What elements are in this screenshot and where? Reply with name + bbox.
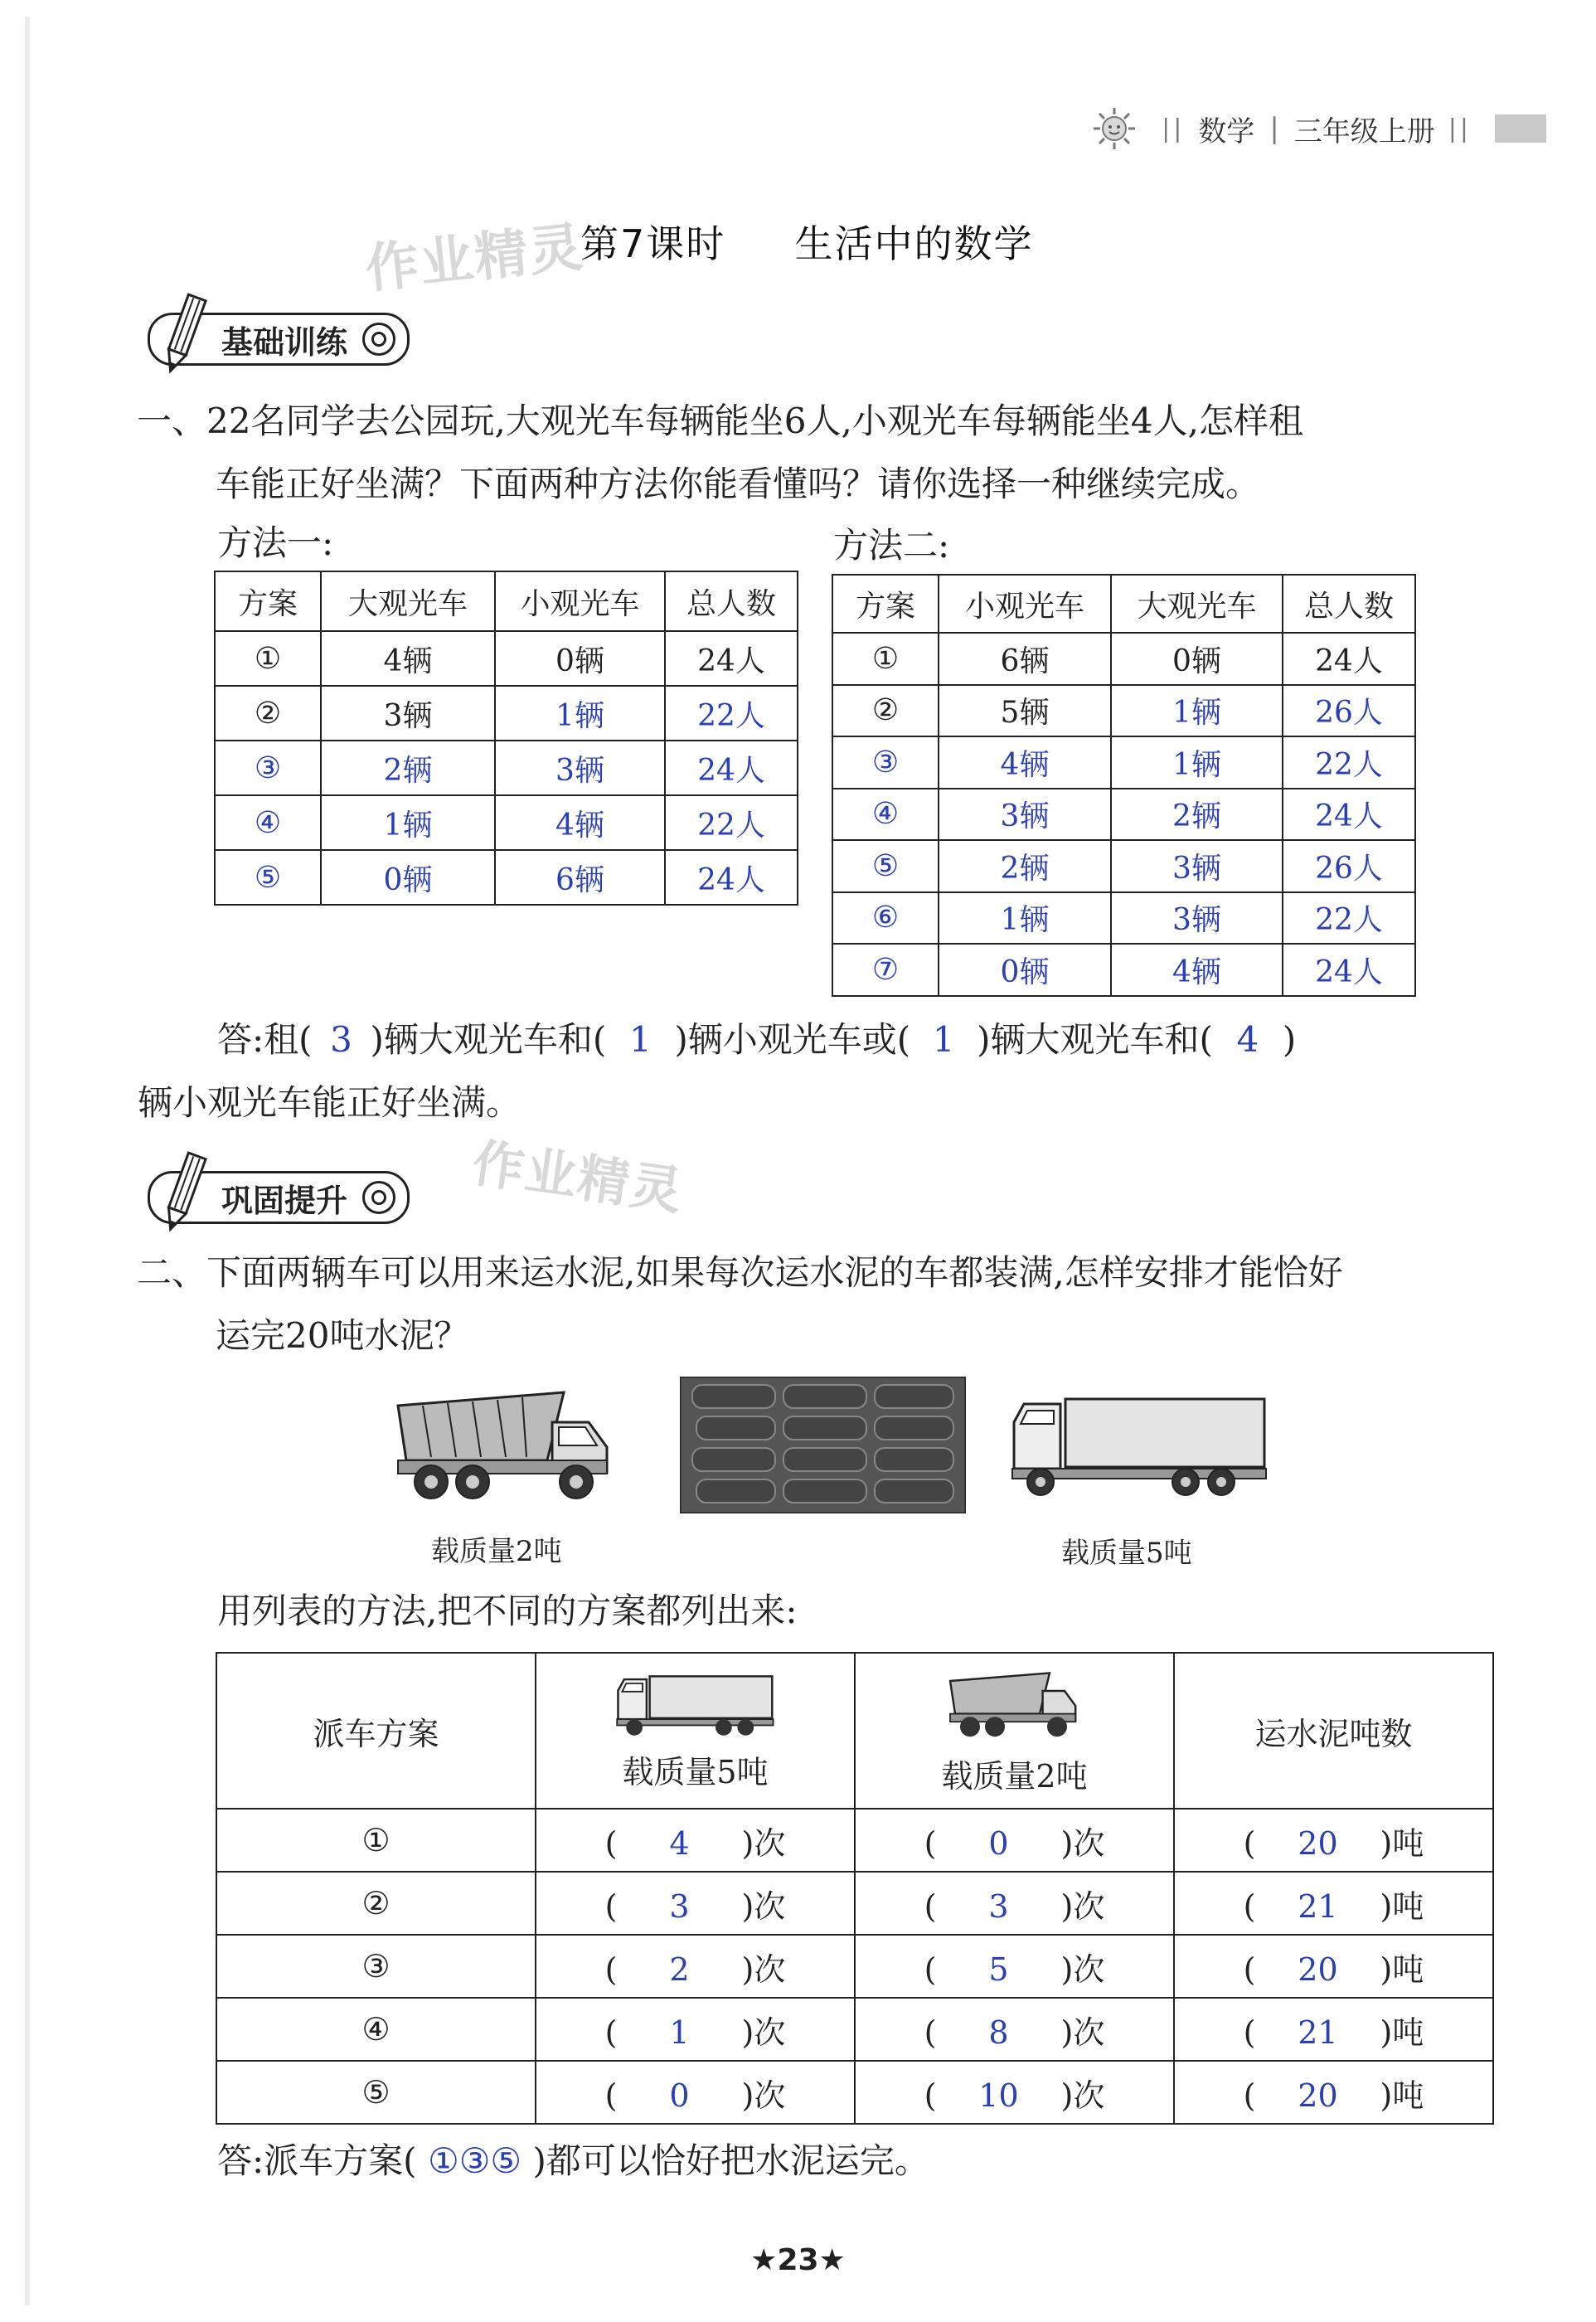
method-2-label: 方法二: bbox=[833, 525, 950, 566]
answer-text: 答:派车方案( bbox=[217, 2140, 417, 2181]
unit: 次 bbox=[1073, 2014, 1105, 2051]
answer-2 bbox=[217, 2130, 929, 2193]
ring-icon bbox=[362, 323, 395, 356]
unit: 次 bbox=[754, 2077, 786, 2114]
dispatch-table bbox=[216, 1652, 1494, 2125]
table-cell: 22人 bbox=[1283, 892, 1415, 945]
caption-dump-truck: 载质量2吨 bbox=[431, 1535, 562, 1568]
paren: ) bbox=[741, 1887, 754, 1925]
table-header bbox=[536, 1653, 855, 1809]
question-text: 下面两辆车可以用来运水泥,如果每次运水泥的车都装满,怎样安排才能恰好 bbox=[206, 1252, 1343, 1293]
answer-blank: 20 bbox=[1298, 1950, 1338, 1988]
table-row bbox=[832, 736, 1415, 789]
table-header: 小观光车 bbox=[495, 571, 665, 631]
paren: ( bbox=[924, 2014, 937, 2051]
table-row bbox=[832, 840, 1415, 892]
table-cell: ① bbox=[215, 631, 321, 686]
header-plan: 派车方案 bbox=[313, 1715, 439, 1752]
header-truck-2t: 载质量2吨 bbox=[941, 1757, 1088, 1795]
lesson-title bbox=[580, 214, 1034, 269]
table-cell bbox=[216, 1809, 536, 1872]
plan-number: ⑤ bbox=[361, 2074, 391, 2111]
table-row bbox=[215, 850, 798, 905]
table-cell: 24人 bbox=[665, 850, 798, 905]
table-cell: 3辆 bbox=[495, 741, 665, 795]
table-cell bbox=[1174, 1998, 1493, 2061]
table-cell: ⑤ bbox=[832, 840, 939, 892]
table-header: 大观光车 bbox=[321, 571, 495, 631]
unit: 次 bbox=[1073, 1950, 1105, 1988]
method-1-label: 方法一: bbox=[217, 522, 334, 563]
table-cell: ③ bbox=[215, 741, 321, 795]
section-label: 基础训练 bbox=[221, 323, 348, 361]
table-cell: ③ bbox=[832, 736, 939, 789]
table-cell bbox=[216, 2061, 536, 2124]
table-row bbox=[215, 631, 798, 686]
question-text: 22名同学去公园玩,大观光车每辆能坐6人,小观光车每辆能坐4人,怎样租 bbox=[206, 401, 1303, 441]
unit: 次 bbox=[1073, 1887, 1105, 1925]
table-cell: ② bbox=[832, 685, 939, 737]
answer-blank: 4 bbox=[669, 1824, 690, 1862]
paren: ( bbox=[1243, 2077, 1256, 2114]
table-header: 大观光车 bbox=[1111, 575, 1283, 633]
answer-1 bbox=[138, 1008, 1297, 1134]
table-cell bbox=[855, 1935, 1174, 1998]
table-cell bbox=[536, 1872, 855, 1935]
paren: ) bbox=[741, 1950, 754, 1988]
table-cell bbox=[536, 1998, 855, 2061]
table-cell bbox=[536, 2061, 855, 2124]
table-row bbox=[832, 685, 1415, 737]
table-row bbox=[215, 741, 798, 795]
paren: ) bbox=[741, 1824, 754, 1862]
paren: ( bbox=[1243, 1950, 1256, 1988]
paren: ( bbox=[1243, 1887, 1256, 1925]
page-header bbox=[1092, 104, 1546, 153]
table-cell: 4辆 bbox=[495, 795, 665, 850]
answer-text: )都可以恰好把水泥运完。 bbox=[532, 2140, 929, 2181]
unit: 吨 bbox=[1392, 1887, 1424, 1925]
table-cell: 2辆 bbox=[321, 741, 495, 795]
unit: 次 bbox=[754, 1950, 786, 1988]
plan-number: ④ bbox=[361, 2011, 391, 2048]
sun-icon bbox=[1092, 106, 1137, 151]
table-cell: 24人 bbox=[665, 631, 798, 686]
method-2-table bbox=[832, 574, 1416, 997]
table-row bbox=[215, 795, 798, 850]
unit: 吨 bbox=[1392, 2077, 1424, 2114]
table-cell: 3辆 bbox=[939, 789, 1111, 841]
unit: 次 bbox=[1073, 1824, 1105, 1862]
header-grey-block bbox=[1495, 114, 1546, 143]
table-cell: 2辆 bbox=[1111, 789, 1283, 841]
table-cell: 6辆 bbox=[495, 850, 665, 905]
paren: ( bbox=[924, 1887, 937, 1925]
answer-text: )辆小观光车或( bbox=[674, 1019, 911, 1060]
dump-truck-icon bbox=[390, 1381, 622, 1505]
table-header: 总人数 bbox=[665, 571, 798, 631]
paren: ) bbox=[1060, 1824, 1074, 1862]
paren: ) bbox=[1380, 2014, 1393, 2051]
table-row bbox=[216, 2061, 1493, 2124]
table-cell: 26人 bbox=[1283, 685, 1415, 737]
answer-blank: 21 bbox=[1298, 2014, 1338, 2051]
paren: ( bbox=[924, 1824, 937, 1862]
table-cell bbox=[536, 1809, 855, 1872]
header-bars-right: || bbox=[1448, 114, 1472, 143]
unit: 次 bbox=[1073, 2077, 1105, 2114]
unit: 吨 bbox=[1392, 2014, 1424, 2051]
unit: 吨 bbox=[1392, 1824, 1424, 1862]
table-cell bbox=[216, 1872, 536, 1935]
box-truck-icon bbox=[600, 1670, 791, 1737]
paren: ( bbox=[924, 2077, 937, 2114]
table-row bbox=[216, 1809, 1493, 1872]
table-row bbox=[832, 789, 1415, 841]
paren: ( bbox=[1243, 1824, 1256, 1862]
answer-blank: 3 bbox=[669, 1887, 690, 1925]
table-cell bbox=[855, 1809, 1174, 1872]
table-cell bbox=[855, 1872, 1174, 1935]
table-cell: 24人 bbox=[1283, 633, 1415, 685]
table-cell bbox=[855, 1998, 1174, 2061]
table-cell: 22人 bbox=[665, 795, 798, 850]
table-cell bbox=[855, 2061, 1174, 2124]
table-cell bbox=[536, 1935, 855, 1998]
paren: ) bbox=[741, 2077, 754, 2114]
paren: ( bbox=[604, 1824, 618, 1862]
table-cell bbox=[1174, 1809, 1493, 1872]
box-truck-icon bbox=[1007, 1389, 1273, 1497]
lesson-name: 生活中的数学 bbox=[794, 221, 1034, 266]
table-cell: ⑦ bbox=[832, 944, 939, 996]
table-cell: 24人 bbox=[665, 741, 798, 795]
paren: ( bbox=[604, 1887, 618, 1925]
table-cell: 1辆 bbox=[321, 795, 495, 850]
table-header: 总人数 bbox=[1283, 575, 1415, 633]
answer-blank: 3 bbox=[330, 1019, 352, 1060]
table-row bbox=[216, 1872, 1493, 1935]
table-cell: 24人 bbox=[1283, 944, 1415, 996]
unit: 次 bbox=[754, 1887, 786, 1925]
table-row bbox=[215, 686, 798, 741]
table-cell: ① bbox=[832, 633, 939, 685]
table-cell: ⑥ bbox=[832, 892, 939, 945]
plan-number: ① bbox=[361, 1822, 391, 1858]
table-cell: ⑤ bbox=[215, 850, 321, 905]
question-text: 车能正好坐满？下面两种方法你能看懂吗？请你选择一种继续完成。 bbox=[216, 464, 1261, 504]
page-number-value: 23 bbox=[777, 2243, 819, 2277]
question-text: 运完20吨水泥？ bbox=[216, 1315, 469, 1356]
unit: 吨 bbox=[1392, 1950, 1424, 1988]
answer-blank: 1 bbox=[628, 1019, 652, 1060]
paren: ) bbox=[1060, 2077, 1074, 2114]
paren: ) bbox=[1380, 1824, 1393, 1862]
header-grade: 三年级上册 bbox=[1293, 114, 1435, 148]
table-cell: 3辆 bbox=[1111, 892, 1283, 945]
method-1-table bbox=[214, 571, 798, 906]
answer-blank: 1 bbox=[932, 1019, 955, 1060]
watermark: 作业精灵 bbox=[362, 216, 587, 301]
table-cell: 1辆 bbox=[1111, 736, 1283, 789]
paren: ) bbox=[741, 2014, 754, 2051]
paren: ( bbox=[924, 1950, 937, 1988]
answer-blank: 20 bbox=[1298, 2077, 1338, 2114]
paren: ) bbox=[1060, 1950, 1074, 1988]
cement-bags-image bbox=[680, 1377, 966, 1513]
answer-blank: 2 bbox=[669, 1950, 690, 1988]
table-cell: 1辆 bbox=[1111, 685, 1283, 737]
table-header: 小观光车 bbox=[939, 575, 1111, 633]
table-cell: 4辆 bbox=[939, 736, 1111, 789]
star-icon: ★ bbox=[750, 2243, 778, 2277]
question-number: 一、 bbox=[137, 401, 207, 441]
header-separator: | bbox=[1269, 112, 1279, 145]
paren: ( bbox=[604, 1950, 618, 1988]
plan-number: ③ bbox=[361, 1948, 391, 1984]
question-1 bbox=[137, 390, 1303, 516]
table-header bbox=[216, 1653, 536, 1809]
table-row bbox=[216, 1998, 1493, 2061]
paren: ( bbox=[604, 2077, 618, 2114]
table-cell: 26人 bbox=[1283, 840, 1415, 892]
plan-number: ② bbox=[361, 1885, 391, 1921]
page-spine bbox=[25, 17, 30, 2305]
header-bars: || bbox=[1162, 114, 1186, 143]
section-label: 巩固提升 bbox=[221, 1182, 348, 1219]
header-truck-5t: 载质量5吨 bbox=[622, 1753, 769, 1790]
table-header: 方案 bbox=[215, 571, 321, 631]
watermark: 作业精灵 bbox=[468, 1132, 688, 1222]
unit: 次 bbox=[754, 2014, 786, 2051]
lesson-number: 第7课时 bbox=[580, 221, 726, 266]
table-cell: ④ bbox=[215, 795, 321, 850]
table-header: 方案 bbox=[832, 575, 939, 633]
table-row bbox=[832, 633, 1415, 685]
star-icon: ★ bbox=[818, 2243, 846, 2277]
answer-blank: 20 bbox=[1298, 1824, 1338, 1862]
page-number bbox=[0, 2243, 1596, 2277]
answer-text: 答:租( bbox=[217, 1019, 313, 1060]
table-cell bbox=[1174, 2061, 1493, 2124]
table-cell: 6辆 bbox=[939, 633, 1111, 685]
table-cell: 1辆 bbox=[495, 686, 665, 741]
answer-text: )辆大观光车和( bbox=[370, 1019, 607, 1060]
header-subject: 数学 bbox=[1198, 114, 1255, 148]
dump-truck-icon bbox=[940, 1666, 1089, 1741]
table-cell: 22人 bbox=[665, 686, 798, 741]
table-cell: 4辆 bbox=[321, 631, 495, 686]
table-cell bbox=[216, 1935, 536, 1998]
instruction: 用列表的方法,把不同的方案都列出来: bbox=[217, 1591, 798, 1631]
table-cell bbox=[1174, 1872, 1493, 1935]
table-cell: 2辆 bbox=[939, 840, 1111, 892]
answer-blank: ①③⑤ bbox=[428, 2140, 522, 2181]
answer-blank: 4 bbox=[1236, 1019, 1259, 1060]
section-badge-basic bbox=[148, 307, 410, 372]
table-cell: 1辆 bbox=[939, 892, 1111, 945]
paren: ) bbox=[1060, 2014, 1074, 2051]
paren: ( bbox=[1243, 2014, 1256, 2051]
answer-blank: 0 bbox=[669, 2077, 690, 2114]
paren: ) bbox=[1060, 1887, 1074, 1925]
section-badge-advanced bbox=[148, 1165, 410, 1230]
paren: ) bbox=[1380, 1887, 1393, 1925]
answer-blank: 8 bbox=[988, 2014, 1009, 2051]
table-row bbox=[832, 944, 1415, 996]
table-cell: 3辆 bbox=[1111, 840, 1283, 892]
table-header bbox=[855, 1653, 1174, 1809]
table-cell: 0辆 bbox=[495, 631, 665, 686]
table-cell: 4辆 bbox=[1111, 944, 1283, 996]
table-cell: 0辆 bbox=[939, 944, 1111, 996]
table-cell bbox=[1174, 1935, 1493, 1998]
table-header bbox=[1174, 1653, 1493, 1809]
answer-blank: 0 bbox=[988, 1824, 1009, 1862]
table-row bbox=[832, 892, 1415, 945]
table-cell: 0辆 bbox=[321, 850, 495, 905]
header-tons: 运水泥吨数 bbox=[1254, 1715, 1413, 1752]
table-cell: 3辆 bbox=[321, 686, 495, 741]
answer-text: )辆大观光车和( bbox=[977, 1019, 1213, 1060]
answer-text: ) bbox=[1282, 1019, 1297, 1060]
table-cell: ② bbox=[215, 686, 321, 741]
caption-box-truck: 载质量5吨 bbox=[1061, 1537, 1192, 1570]
paren: ) bbox=[1380, 1950, 1393, 1988]
answer-blank: 3 bbox=[988, 1887, 1009, 1925]
paren: ( bbox=[604, 2014, 618, 2051]
table-cell: 22人 bbox=[1283, 736, 1415, 789]
table-cell: ④ bbox=[832, 789, 939, 841]
pencil-icon bbox=[154, 290, 212, 381]
unit: 次 bbox=[754, 1824, 786, 1862]
answer-blank: 21 bbox=[1298, 1887, 1338, 1925]
question-number: 二、 bbox=[137, 1252, 207, 1293]
answer-text: 辆小观光车能正好坐满。 bbox=[138, 1082, 521, 1123]
ring-icon bbox=[362, 1181, 395, 1214]
answer-blank: 5 bbox=[988, 1950, 1009, 1988]
table-cell: 24人 bbox=[1283, 789, 1415, 841]
table-cell bbox=[216, 1998, 536, 2061]
paren: ) bbox=[1380, 2077, 1393, 2114]
answer-blank: 10 bbox=[978, 2077, 1019, 2114]
table-cell: 0辆 bbox=[1111, 633, 1283, 685]
table-row bbox=[216, 1935, 1493, 1998]
answer-blank: 1 bbox=[669, 2014, 690, 2051]
pencil-icon bbox=[154, 1149, 212, 1240]
question-2 bbox=[137, 1241, 1343, 1367]
table-cell: 5辆 bbox=[939, 685, 1111, 737]
